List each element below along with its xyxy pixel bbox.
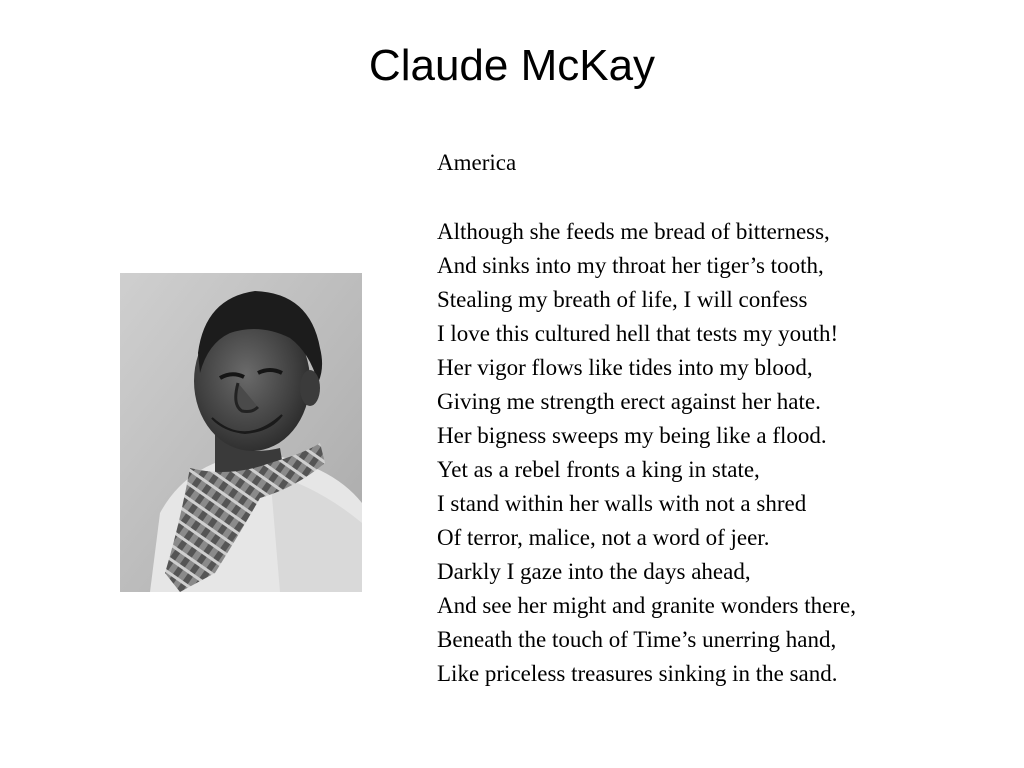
poem-line: Giving me strength erect against her hate. (437, 389, 821, 414)
poem-line: I stand within her walls with not a shred (437, 491, 807, 516)
poem-line: Her vigor flows like tides into my blood, (437, 355, 813, 380)
poem-line: Darkly I gaze into the days ahead, (437, 559, 751, 584)
poem-line: Stealing my breath of life, I will confess (437, 287, 808, 312)
portrait-photo (120, 273, 362, 592)
poem-line: Although she feeds me bread of bitterness, (437, 219, 830, 244)
author-portrait (120, 273, 362, 592)
poem-title: America (437, 150, 517, 175)
poem-line: And sinks into my throat her tiger’s tooth, (437, 253, 824, 278)
poem-line: Her bigness sweeps my being like a flood. (437, 423, 827, 448)
poem-line: And see her might and granite wonders there, (437, 593, 856, 618)
poem-line: Like priceless treasures sinking in the sand. (437, 661, 838, 686)
poem (437, 147, 1017, 691)
poem-line: Of terror, malice, not a word of jeer. (437, 525, 770, 550)
slide-title: Claude McKay (368, 41, 656, 90)
poem-line: Yet as a rebel fronts a king in state, (437, 457, 760, 482)
poem-line: I love this cultured hell that tests my youth! (437, 321, 839, 346)
poem-line: Beneath the touch of Time’s unerring hand, (437, 627, 837, 652)
